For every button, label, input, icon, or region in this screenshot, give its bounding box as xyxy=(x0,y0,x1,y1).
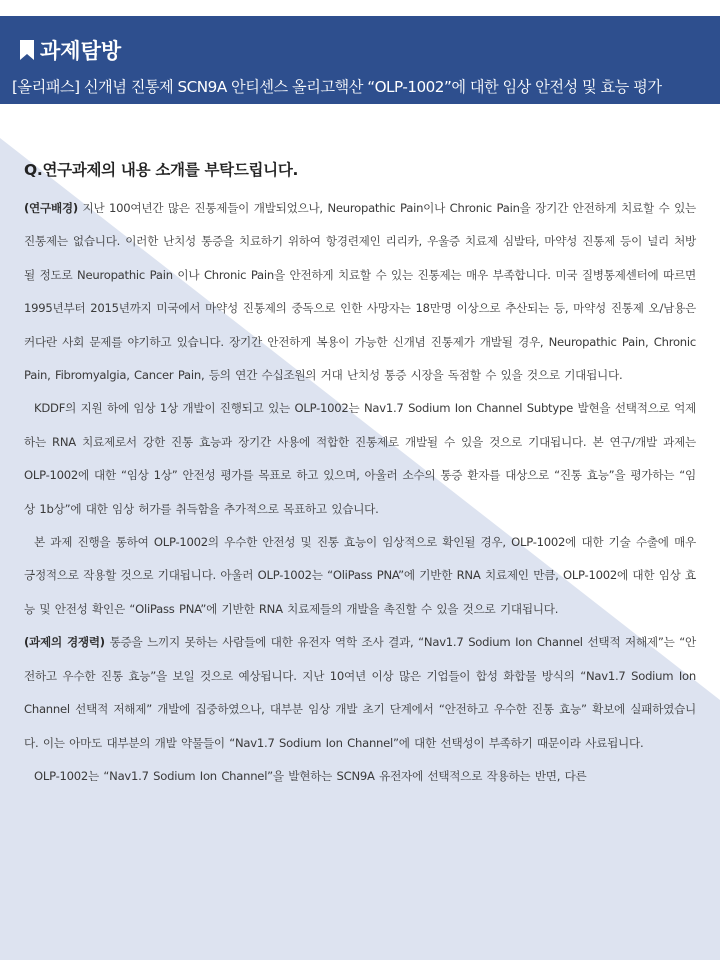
page-header xyxy=(0,16,720,104)
question-heading: Q.연구과제의 내용 소개를 부탁드립니다. xyxy=(24,161,299,179)
paragraph-background xyxy=(24,192,696,392)
paragraph-text: 통증을 느끼지 못하는 사람들에 대한 유전자 역학 조사 결과, “Nav1.7 Sodium Ion Channel 선택적 저해제”는 “안전하고 우수한 진통 효능”을 보일 것으로 예상됩니다. 지난 10여년 이상 많은 기업들이 합성 화합물 방식의 “Nav1.7 Sodium Ion Channel 선택적 저해제” 개발에 집중하였으나, 대부분 임상 개발 초기 단계에서 “안전하고 우수한 진통 효능” 확보에 실패하였습니다. 이는 아마도 대부분의 개발 약물들이 “Nav1.7 Sodium Ion Channel”에 대한 선택성이 부족하기 때문이라 사료됩니다. xyxy=(24,635,696,750)
page-subtitle: [올리패스] 신개념 진통제 SCN9A 안티센스 올리고핵산 “OLP-1002”에 대한 임상 안전성 및 효능 평가 xyxy=(12,78,662,96)
paragraph-olp1002 xyxy=(24,760,696,793)
paragraph-text: 본 과제 진행을 통하여 OLP-1002의 우수한 안전성 및 진통 효능이 임상적으로 확인될 경우, OLP-1002에 대한 기술 수출에 매우 긍정적으로 작용할 것으로 기대됩니다. 아울러 OLP-1002는 “OliPass PNA”에 기반한 RNA 치료제인 만큼, OLP-1002에 대한 임상 효능 및 안전성 확인은 “OliPass PNA”에 기반한 RNA 치료제들의 개발을 촉진할 수 있을 것으로 기대됩니다. xyxy=(24,535,696,616)
article-body xyxy=(24,158,696,793)
page-title: 과제탐방 xyxy=(40,39,122,63)
paragraph-text: 지난 100여년간 많은 진통제들이 개발되었으나, Neuropathic Pain이나 Chronic Pain을 장기간 안전하게 치료할 수 있는 진통제는 없습니다. 이러한 난치성 통증을 치료하기 위하여 항경련제인 리리카, 우울증 치료제 심발타, 마약성 진통제 등이 널리 처방될 정도로 Neuropathic Pain 이나 Chronic Pain을 안전하게 치료할 수 있는 진통제는 매우 부족합니다. 미국 질병통제센터에 따르면 1995년부터 2015년까지 미국에서 마약성 진통제의 중독으로 인한 사망자는 18만명 이상으로 추산되는 등, 마약성 진통제 오/남용은 커다란 사회 문제를 야기하고 있습니다. 장기간 안전하게 복용이 가능한 신개념 진통제가 개발될 경우, Neuropathic Pain, Chronic Pain, Fibromyalgia, Cancer Pain, 등의 연간 수십조원의 거대 난치성 통증 시장을 독점할 수 있을 것으로 기대됩니다. xyxy=(24,201,696,383)
paragraph-kddf xyxy=(24,392,696,526)
paragraph-expectation xyxy=(24,526,696,626)
paragraph-label: (연구배경) xyxy=(24,201,78,215)
paragraph-text: KDDF의 지원 하에 임상 1상 개발이 진행되고 있는 OLP-1002는 Nav1.7 Sodium Ion Channel Subtype 발현을 선택적으로 억제하는 RNA 치료제로서 강한 진통 효능과 장기간 사용에 적합한 진통제로 개발될 수 있을 것으로 기대됩니다. 본 연구/개발 과제는 OLP-1002에 대한 “임상 1상” 안전성 평가를 목표로 하고 있으며, 아울러 소수의 통증 환자를 대상으로 “진통 효능”을 평가하는 “임상 1b상”에 대한 임상 허가를 취득함을 추가적으로 목표하고 있습니다. xyxy=(24,401,696,516)
header-title-row xyxy=(20,35,121,65)
bookmark-icon xyxy=(20,40,34,60)
paragraph-label: (과제의 경쟁력) xyxy=(24,635,105,650)
paragraph-text: OLP-1002는 “Nav1.7 Sodium Ion Channel”을 발현하는 SCN9A 유전자에 선택적으로 작용하는 반면, 다른 xyxy=(34,768,587,783)
paragraph-competitiveness xyxy=(24,626,696,760)
